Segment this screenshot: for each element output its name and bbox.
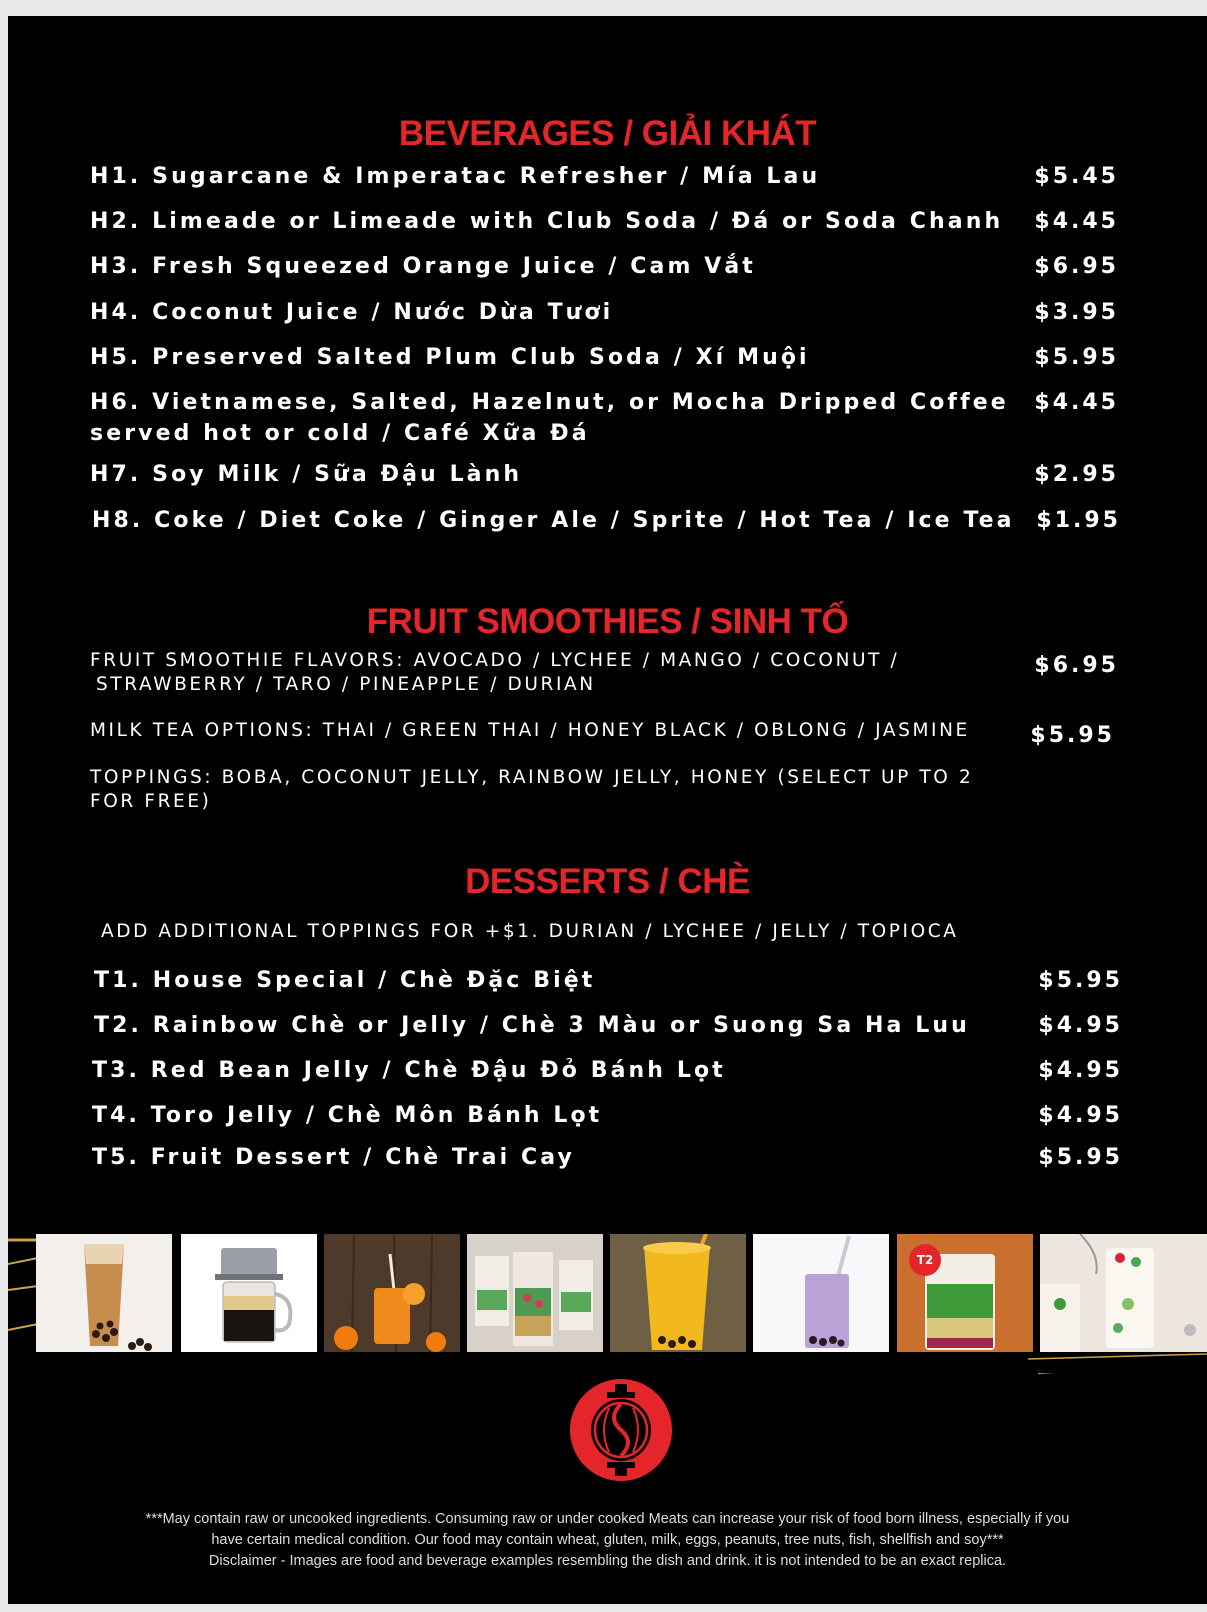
price-smoothie: $6.95: [1034, 653, 1119, 678]
price-h8: $1.95: [1036, 508, 1121, 533]
disclaimer-line1: ***May contain raw or uncooked ingredients. Consuming raw or under cooked Meats can increase your risk of food born illness, especially if you: [145, 1511, 1070, 1527]
menu-item-h2: H2. Limeade or Limeade with Club Soda / Đá or Soda Chanh: [90, 209, 1004, 234]
menu-item-h1: H1. Sugarcane & Imperatac Refresher / Mía Lau: [90, 164, 821, 189]
price-t3: $4.95: [1038, 1058, 1123, 1083]
menu-item-t4: T4. Toro Jelly / Chè Môn Bánh Lọt: [92, 1103, 603, 1128]
smoothie-flavors: [90, 649, 899, 697]
menu-item-t3: T3. Red Bean Jelly / Chè Đậu Đỏ Bánh Lọt: [92, 1058, 726, 1083]
price-t2: $4.95: [1038, 1013, 1123, 1038]
photo-t2-jelly-drink: [897, 1234, 1033, 1352]
menu-item-h6-line2: served hot or cold / Café Xữa Đá: [90, 421, 590, 446]
disclaimer: [8, 1509, 1207, 1572]
photo-taro-milk-tea: [753, 1234, 889, 1352]
desserts-title: DESSERTS / CHÈ: [465, 862, 750, 901]
price-t1: $5.95: [1038, 968, 1123, 993]
menu-item-h5: H5. Preserved Salted Plum Club Soda / Xí Muội: [90, 345, 810, 370]
price-h6: $4.45: [1034, 390, 1119, 415]
toppings-line1: TOPPINGS: BOBA, COCONUT JELLY, RAINBOW JELLY, HONEY (SELECT UP TO 2: [90, 767, 974, 788]
smoothies-title: FRUIT SMOOTHIES / SINH TỐ: [366, 602, 849, 641]
smoothie-flavors-line2: STRAWBERRY / TARO / PINEAPPLE / DURIAN: [96, 674, 596, 695]
disclaimer-line3: Disclaimer - Images are food and beverage examples resembling the dish and drink. it is not intended to be an exact replica.: [208, 1553, 1007, 1569]
menu-item-h6: H6. Vietnamese, Salted, Hazelnut, or Mocha Dripped Coffee: [90, 390, 1009, 415]
disclaimer-line2: have certain medical condition. Our food may contain wheat, gluten, milk, eggs, peanuts, tree nuts, fish, shellfish and soy***: [211, 1532, 1004, 1548]
menu-item-t2: T2. Rainbow Chè or Jelly / Chè 3 Màu or Suong Sa Ha Luu: [94, 1013, 970, 1038]
price-t5: $5.95: [1038, 1145, 1123, 1170]
photo-mango-smoothie: [610, 1234, 746, 1352]
price-milk-tea: $5.95: [1030, 723, 1115, 748]
smoothie-flavors-line1: FRUIT SMOOTHIE FLAVORS: AVOCADO / LYCHEE / MANGO / COCONUT /: [90, 650, 900, 671]
milk-tea-options: MILK TEA OPTIONS: THAI / GREEN THAI / HONEY BLACK / OBLONG / JASMINE: [90, 720, 970, 741]
beverages-title: BEVERAGES / GIẢI KHÁT: [398, 114, 817, 153]
toppings-line2: FOR FREE): [90, 791, 212, 812]
t2-badge: T2: [909, 1244, 941, 1276]
photo-coffee-filter: [181, 1234, 317, 1352]
menu-item-h7: H7. Soy Milk / Sữa Đậu Lành: [90, 462, 523, 487]
price-t4: $4.95: [1038, 1103, 1123, 1128]
price-h2: $4.45: [1034, 209, 1119, 234]
desserts-toppings-note: ADD ADDITIONAL TOPPINGS FOR +$1. DURIAN / LYCHEE / JELLY / TOPIOCA: [101, 921, 959, 942]
menu-item-t5: T5. Fruit Dessert / Chè Trai Cay: [92, 1145, 575, 1170]
toppings-note: [90, 766, 973, 814]
menu-item-h3: H3. Fresh Squeezed Orange Juice / Cam Vắt: [90, 254, 756, 279]
price-h3: $6.95: [1034, 254, 1119, 279]
photo-fruit-dessert: [1040, 1234, 1207, 1352]
menu-page: [8, 16, 1207, 1604]
menu-item-h8: H8. Coke / Diet Coke / Ginger Ale / Sprite / Hot Tea / Ice Tea: [92, 508, 1015, 533]
photo-milk-tea-boba: [36, 1234, 172, 1352]
price-h1: $5.45: [1034, 164, 1119, 189]
photo-rainbow-che: [467, 1234, 603, 1352]
photo-strip: [8, 1234, 1207, 1368]
price-h4: $3.95: [1034, 300, 1119, 325]
menu-item-h4: H4. Coconut Juice / Nước Dừa Tươi: [90, 300, 614, 325]
lantern-logo-icon: [569, 1378, 673, 1482]
price-h7: $2.95: [1034, 462, 1119, 487]
photo-orange-juice: [324, 1234, 460, 1352]
price-h5: $5.95: [1034, 345, 1119, 370]
menu-item-t1: T1. House Special / Chè Đặc Biệt: [94, 968, 596, 993]
